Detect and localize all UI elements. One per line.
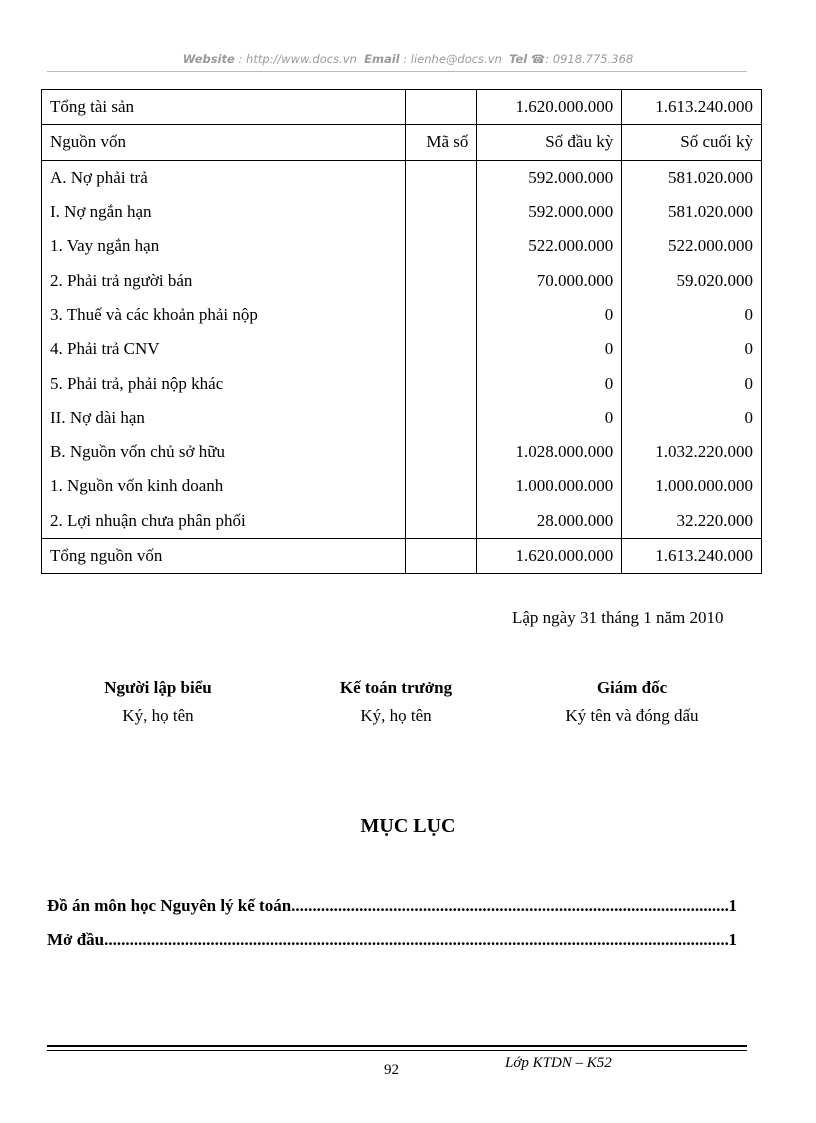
cell-end: 59.020.000	[622, 263, 762, 297]
cell-end: 581.020.000	[622, 195, 762, 229]
cell-start: 0	[477, 401, 622, 435]
signature-title: Kế toán trưởng	[339, 678, 453, 697]
page-number: 92	[384, 1062, 399, 1078]
table-row	[42, 435, 762, 469]
col-header-source: Nguồn vốn	[42, 125, 406, 160]
cell-code	[405, 469, 477, 503]
cell-code	[405, 195, 477, 229]
signature-note: Ký tên và đóng dấu	[565, 706, 699, 725]
signature-director	[532, 678, 732, 726]
cell-end: 1.000.000.000	[622, 469, 762, 503]
cell-label: Tổng tài sản	[42, 90, 406, 125]
table-row	[42, 229, 762, 263]
table-row	[42, 469, 762, 503]
table-row-total-sources	[42, 538, 762, 573]
cell-code	[405, 160, 477, 195]
cell-code	[405, 401, 477, 435]
cell-end: 0	[622, 332, 762, 366]
col-header-start: Số đầu kỳ	[477, 125, 622, 160]
cell-start: 1.028.000.000	[477, 435, 622, 469]
page-header	[0, 52, 816, 66]
table-row	[42, 332, 762, 366]
cell-start: 0	[477, 366, 622, 400]
signature-title: Người lập biểu	[104, 678, 212, 697]
cell-label: 3. Thuế và các khoản phải nộp	[42, 298, 406, 332]
signature-title: Giám đốc	[596, 678, 668, 697]
cell-label: Tổng nguồn vốn	[42, 538, 406, 573]
cell-start: 28.000.000	[477, 504, 622, 539]
cell-end: 522.000.000	[622, 229, 762, 263]
toc-title: MỤC LỤC	[360, 815, 456, 837]
cell-label: 1. Vay ngắn hạn	[42, 229, 406, 263]
cell-end: 1.613.240.000	[622, 90, 762, 125]
cell-start: 522.000.000	[477, 229, 622, 263]
table-row	[42, 195, 762, 229]
cell-end: 0	[622, 401, 762, 435]
cell-label: 5. Phải trả, phải nộp khác	[42, 366, 406, 400]
col-header-end: Số cuối kỳ	[622, 125, 762, 160]
footer-divider-thin	[47, 1050, 747, 1051]
cell-start: 592.000.000	[477, 160, 622, 195]
cell-label: A. Nợ phải trả	[42, 160, 406, 195]
toc-entry[interactable]	[47, 896, 737, 916]
cell-code	[405, 435, 477, 469]
website-value: : http://www.docs.vn	[238, 52, 357, 66]
cell-label: 2. Phải trả người bán	[42, 263, 406, 297]
table-row-total-assets	[42, 90, 762, 125]
cell-end: 0	[622, 298, 762, 332]
toc-entry-text: Mở đầu	[47, 930, 105, 949]
signature-preparer	[58, 678, 258, 726]
cell-start: 0	[477, 298, 622, 332]
cell-label: II. Nợ dài hạn	[42, 401, 406, 435]
cell-label: I. Nợ ngắn hạn	[42, 195, 406, 229]
table-header-row	[42, 125, 762, 160]
cell-code	[405, 263, 477, 297]
signature-note: Ký, họ tên	[122, 706, 194, 725]
signature-chief-accountant	[296, 678, 496, 726]
class-name: Lớp KTDN – K52	[505, 1055, 612, 1071]
table-row	[42, 504, 762, 539]
toc-leader-dots	[291, 896, 728, 916]
tel-value: : 0918.775.368	[545, 52, 634, 66]
cell-code	[405, 366, 477, 400]
signature-note: Ký, họ tên	[360, 706, 432, 725]
balance-sheet-table	[41, 89, 762, 574]
table-body	[42, 160, 762, 538]
header-divider	[47, 71, 747, 72]
cell-end: 1.613.240.000	[622, 538, 762, 573]
cell-code	[405, 504, 477, 539]
col-header-code: Mã số	[405, 125, 477, 160]
cell-label: 2. Lợi nhuận chưa phân phối	[42, 504, 406, 539]
cell-start: 592.000.000	[477, 195, 622, 229]
report-date: Lập ngày 31 tháng 1 năm 2010	[512, 608, 724, 627]
cell-end: 1.032.220.000	[622, 435, 762, 469]
cell-code	[405, 332, 477, 366]
cell-end: 32.220.000	[622, 504, 762, 539]
email-value: : lienhe@docs.vn	[403, 52, 502, 66]
cell-code	[405, 298, 477, 332]
cell-code	[405, 229, 477, 263]
phone-icon: ☎	[530, 52, 546, 66]
table-row	[42, 401, 762, 435]
cell-start: 1.620.000.000	[477, 90, 622, 125]
cell-label: B. Nguồn vốn chủ sở hữu	[42, 435, 406, 469]
toc-entry-text: Đồ án môn học Nguyên lý kế toán	[47, 896, 292, 915]
toc-entry-page: 1	[728, 930, 737, 949]
cell-code	[405, 538, 477, 573]
cell-label: 1. Nguồn vốn kinh doanh	[42, 469, 406, 503]
toc-entry-page: 1	[728, 896, 737, 915]
toc-entry[interactable]	[47, 930, 737, 950]
cell-start: 1.620.000.000	[477, 538, 622, 573]
cell-start: 1.000.000.000	[477, 469, 622, 503]
table-row	[42, 263, 762, 297]
cell-end: 581.020.000	[622, 160, 762, 195]
cell-label: 4. Phải trả CNV	[42, 332, 406, 366]
table-row	[42, 366, 762, 400]
cell-code	[405, 90, 477, 125]
cell-end: 0	[622, 366, 762, 400]
table-row	[42, 298, 762, 332]
cell-start: 0	[477, 332, 622, 366]
tel-label: Tel	[509, 52, 528, 66]
table-row	[42, 160, 762, 195]
footer-divider	[47, 1045, 747, 1047]
email-label: Email	[364, 52, 400, 66]
website-label: Website	[182, 52, 235, 66]
cell-start: 70.000.000	[477, 263, 622, 297]
toc-leader-dots	[104, 930, 728, 950]
